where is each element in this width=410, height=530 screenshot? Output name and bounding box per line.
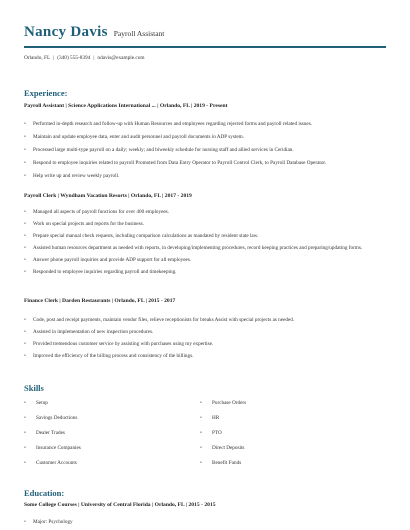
list-item: • Improved the efficiency of the billing process and consistency of the billings. <box>24 353 390 359</box>
candidate-title: Payroll Assistant <box>113 29 165 38</box>
header <box>24 24 164 41</box>
job-heading: Finance Clerk | Darden Restaurants | Orlando, FL | 2015 - 2017 <box>24 298 176 304</box>
list-item: • Performed in-depth research and follow-up with Human Resources and employees regarding rejected forms and payroll related issues. <box>24 121 390 127</box>
list-item: • Work on special projects and reports for the business. <box>24 221 390 227</box>
list-item: • Provided tremendous customer service by assisting with purchases using my expertise. <box>24 341 390 347</box>
skill-item: • Insurance Companies <box>24 445 194 451</box>
list-item: • Major: Psychology <box>24 519 390 525</box>
skill-item: • Purchase Orders <box>200 400 370 406</box>
education-bullets <box>24 519 390 525</box>
contact-email: ndavis@example.com <box>97 55 145 61</box>
list-item: • Help write up and review weekly payroll. <box>24 173 390 179</box>
contact-phone: (340) 555-8394 <box>57 55 91 61</box>
list-item: • Managed all aspects of payroll functions for over 400 employees. <box>24 209 390 215</box>
contact-location: Orlando, FL <box>24 55 51 61</box>
list-item: • Responded to employee inquiries regarding payroll and timekeeping. <box>24 269 390 275</box>
experience-heading: Experience: <box>24 88 68 98</box>
list-item: • Code, post and receipt payments, maintain vendor files, relieve receptionists for breaks Assist with special projects as needed. <box>24 317 390 323</box>
candidate-name: Nancy Davis <box>24 24 108 40</box>
list-item: • Prepare special manual check requests, including comparison calculations as mandated by resident state law. <box>24 233 390 239</box>
skill-item: • Direct Deposits <box>200 445 370 451</box>
skill-item: • PTO <box>200 430 370 436</box>
skill-item: • Dealer Trades <box>24 430 194 436</box>
education-entry: Some College Courses | University of Central Florida | Orlando, FL | 2015 - 2015 <box>24 502 216 508</box>
skill-item: • Savings Deductions <box>24 415 194 421</box>
contact-separator: | <box>93 55 95 61</box>
list-item: • Answer phone payroll inquiries and provide ADP support for all employees. <box>24 257 390 263</box>
job-heading: Payroll Clerk | Wyndham Vacation Resorts | Orlando, FL | 2017 - 2019 <box>24 193 192 199</box>
skills-list-left <box>24 400 194 466</box>
skill-item: • HR <box>200 415 370 421</box>
skills-list-right <box>200 400 370 466</box>
list-item: • Assisted human resources department as needed with reports, in developing/implementing procedures, record keeping practices and preparing/updating forms. <box>24 245 390 251</box>
list-item: • Processed large multi-type payroll on a daily; weekly; and biweekly schedule for nursing staff and allied services in Ceridian. <box>24 147 390 153</box>
skill-item: • Benefit Funds <box>200 460 370 466</box>
list-item: • Respond to employee inquiries related to payroll Promoted from Data Entry Operator to Payroll Control Clerk, to Payroll Database Operator. <box>24 160 390 166</box>
header-divider <box>24 46 386 48</box>
job-bullets <box>24 121 390 179</box>
job-bullets <box>24 317 390 359</box>
skill-item: • Customer Accounts <box>24 460 194 466</box>
list-item: • Assisted in implementation of new inspection procedures. <box>24 329 390 335</box>
job-bullets <box>24 209 390 275</box>
job-heading: Payroll Assistant | Science Applications International ... | Orlando, FL | 2019 - Present <box>24 103 228 109</box>
contact-line <box>24 55 145 61</box>
contact-separator: | <box>53 55 55 61</box>
skill-item: • Setup <box>24 400 194 406</box>
education-heading: Education: <box>24 488 65 498</box>
list-item: • Maintain and update employee data, enter and audit personnel and payroll documents in ADP system. <box>24 134 390 140</box>
skills-heading: Skills <box>24 383 44 393</box>
